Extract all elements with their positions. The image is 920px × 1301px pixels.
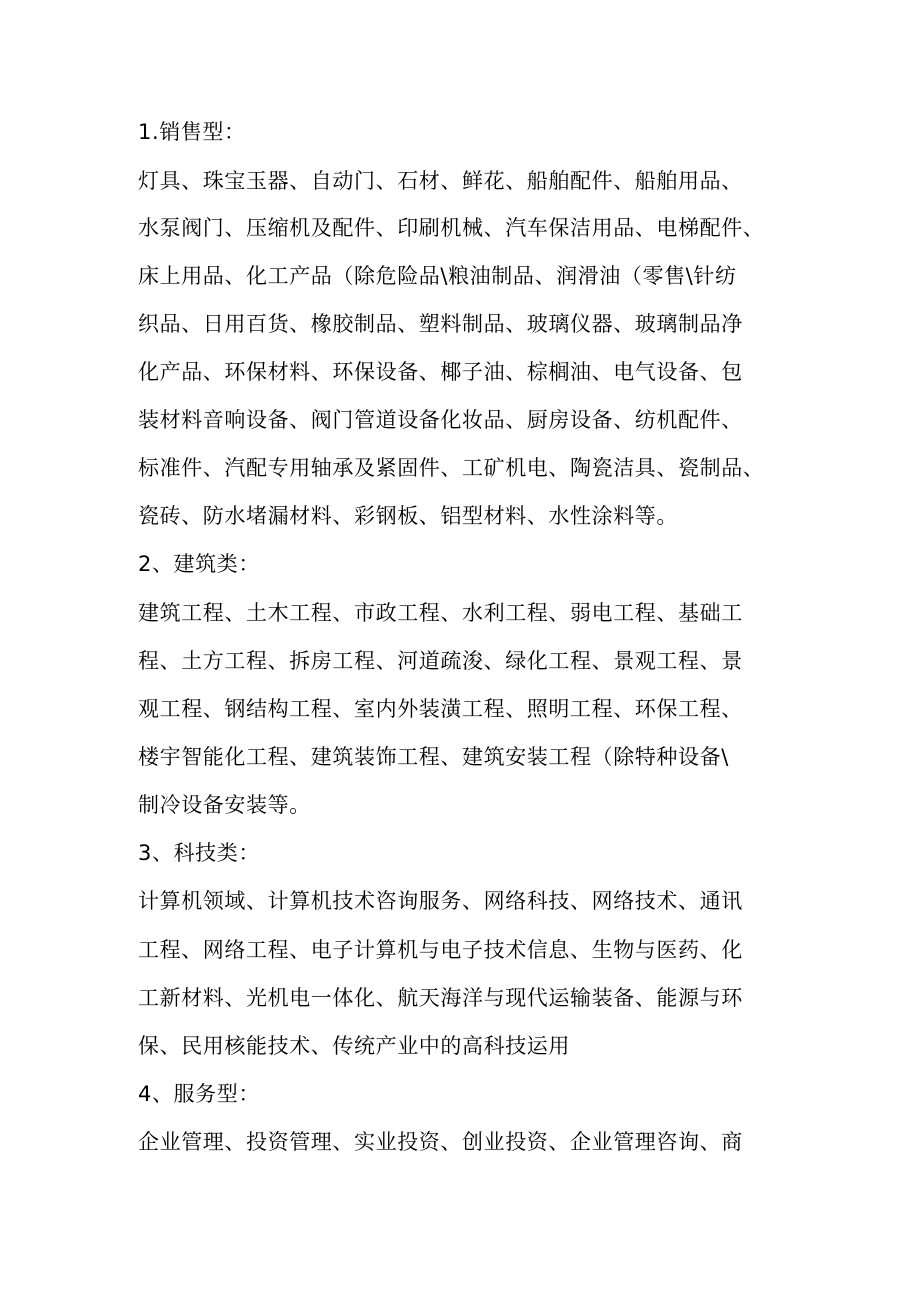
text-line: 保、民用核能技术、传统产业中的高科技运用: [138, 1034, 570, 1058]
text-line: 程、土方工程、拆房工程、河道疏浚、绿化工程、景观工程、景: [138, 649, 743, 673]
text-line: 标准件、汽配专用轴承及紧固件、工矿机电、陶瓷洁具、瓷制品、: [138, 456, 765, 480]
text-line: 瓷砖、防水堵漏材料、彩钢板、铝型材料、水性涂料等。: [138, 504, 678, 528]
text-line: 工新材料、光机电一体化、航天海洋与现代运输装备、能源与环: [138, 986, 743, 1010]
section-heading: 2、建筑类：: [138, 552, 260, 576]
text-line: 观工程、钢结构工程、室内外装潢工程、照明工程、环保工程、: [138, 697, 743, 721]
text-line: 织品、日用百货、橡胶制品、塑料制品、玻璃仪器、玻璃制品净: [138, 312, 743, 336]
text-line: 灯具、珠宝玉器、自动门、石材、鲜花、船舶配件、船舶用品、: [138, 169, 743, 193]
text-line: 楼宇智能化工程、建筑装饰工程、建筑安装工程（除特种设备\: [138, 745, 729, 769]
text-line: 水泵阀门、压缩机及配件、印刷机械、汽车保洁用品、电梯配件、: [138, 216, 765, 240]
text-line: 计算机领域、计算机技术咨询服务、网络科技、网络技术、通讯: [138, 889, 743, 913]
text-line: 装材料音响设备、阀门管道设备化妆品、厨房设备、纺机配件、: [138, 408, 743, 432]
text-line: 制冷设备安装等。: [138, 793, 311, 817]
text-line: 化产品、环保材料、环保设备、椰子油、棕榈油、电气设备、包: [138, 360, 743, 384]
section-heading: 1.销售型：: [138, 120, 246, 144]
text-line: 企业管理、投资管理、实业投资、创业投资、企业管理咨询、商: [138, 1130, 743, 1154]
text-line: 建筑工程、土木工程、市政工程、水利工程、弱电工程、基础工: [138, 601, 743, 625]
text-line: 床上用品、化工产品（除危险品\粮油制品、润滑油（零售\针纺: [138, 264, 737, 288]
section-heading: 4、服务型：: [138, 1082, 260, 1106]
section-heading: 3、科技类：: [138, 841, 260, 865]
text-line: 工程、网络工程、电子计算机与电子技术信息、生物与医药、化: [138, 938, 743, 962]
